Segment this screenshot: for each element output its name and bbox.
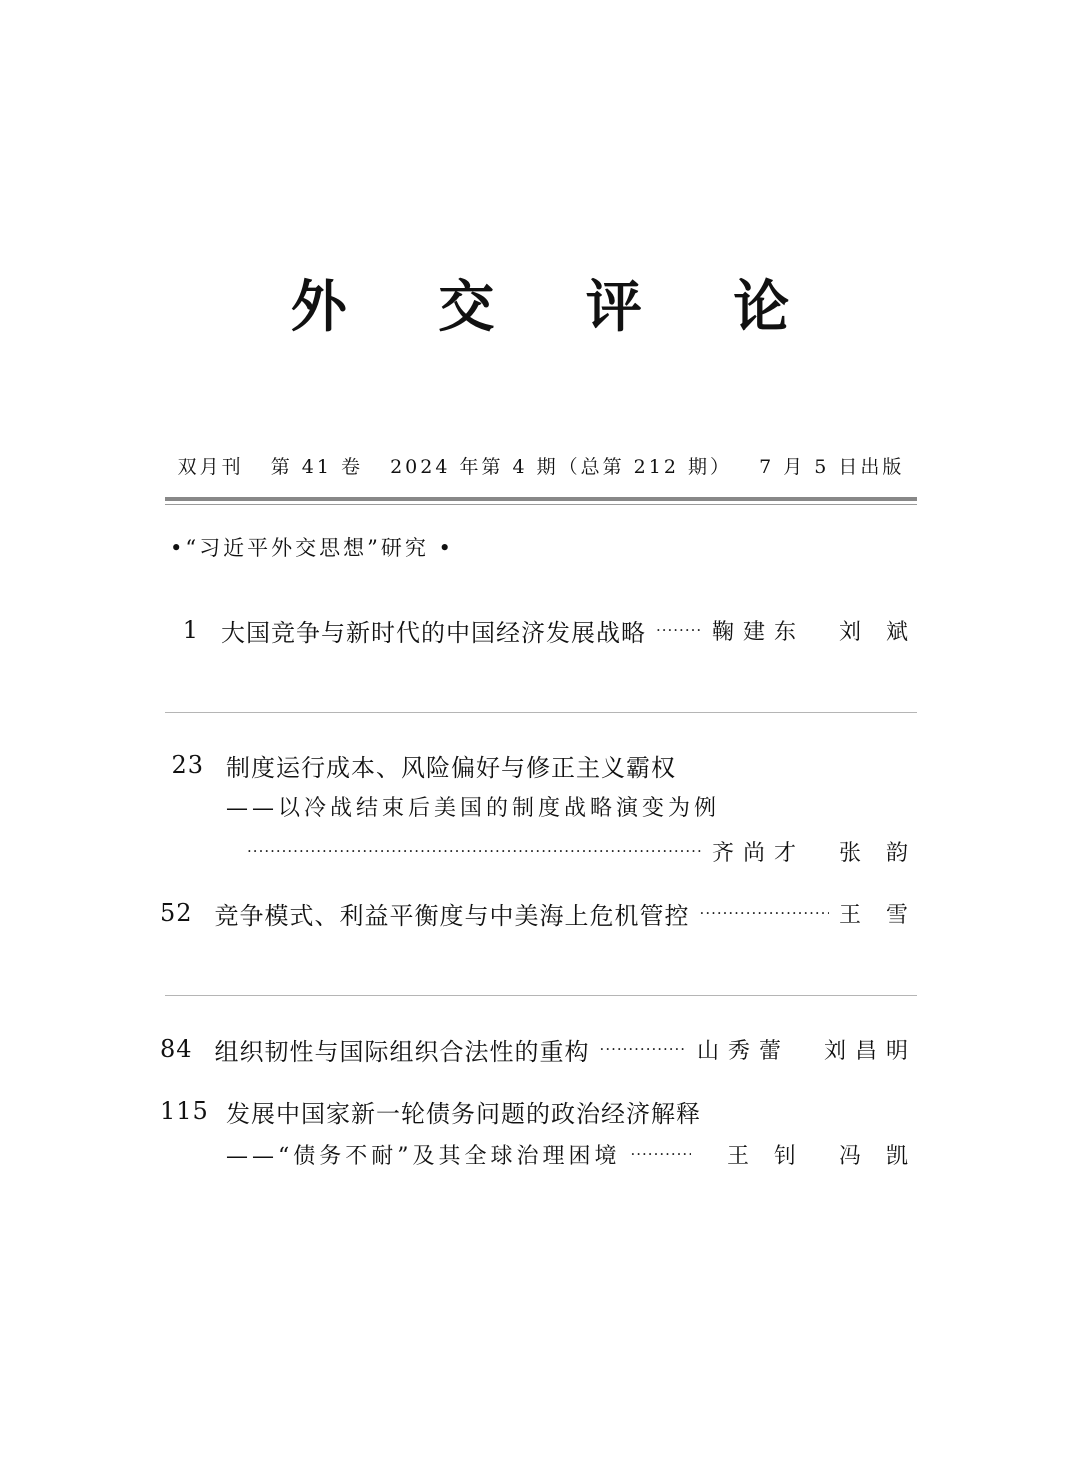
toc-entry[interactable] — [160, 895, 917, 931]
section-divider — [165, 995, 917, 996]
header-rule-thick — [165, 497, 917, 501]
article-subtitle: ——以冷战结束后美国的制度战略演变为例 — [226, 795, 721, 821]
author-name: 刘昌明 — [823, 1038, 917, 1064]
toc-entry[interactable] — [160, 612, 917, 648]
toc-subtitle-row — [160, 1136, 917, 1172]
leader-dots — [600, 1031, 687, 1067]
page-number: 84 — [160, 1035, 193, 1063]
author-name: 王 钊 — [727, 1143, 805, 1169]
page-number: 1 — [182, 616, 199, 644]
author-name: 冯 凯 — [839, 1143, 917, 1169]
leader-dots — [631, 1136, 691, 1172]
article-title: 发展中国家新一轮债务问题的政治经济解释 — [226, 1099, 701, 1128]
page-number: 52 — [160, 899, 193, 927]
header-rule-thin — [165, 504, 917, 505]
author-name: 齐尚才 — [711, 840, 805, 866]
article-subtitle: ——“债务不耐”及其全球治理困境 — [226, 1143, 621, 1169]
article-title: 制度运行成本、风险偏好与修正主义霸权 — [226, 753, 676, 782]
author-name: 王 雪 — [839, 902, 917, 928]
article-title: 组织韧性与国际组织合法性的重构 — [214, 1037, 590, 1066]
leader-dots — [247, 833, 702, 869]
author-list — [839, 898, 917, 929]
toc-entry[interactable] — [160, 1093, 917, 1129]
author-name: 山秀蕾 — [696, 1038, 790, 1064]
author-list — [727, 1139, 917, 1170]
leader-dots — [700, 895, 829, 931]
journal-title: 外 交 评 论 — [290, 274, 826, 340]
toc-entry[interactable] — [160, 1031, 917, 1067]
page-number: 23 — [171, 751, 204, 779]
article-title: 大国竞争与新时代的中国经济发展战略 — [220, 618, 646, 647]
toc-entry[interactable] — [160, 747, 917, 783]
author-name: 刘 斌 — [839, 619, 917, 645]
toc-author-row — [160, 833, 917, 869]
leader-dots — [656, 612, 702, 648]
author-list — [712, 836, 917, 867]
section-heading: •“习近平外交思想”研究 • — [170, 536, 454, 560]
issue-info: 双月刊 第 41 卷 2024 年第 4 期（总第 212 期） 7 月 5 日出版 — [177, 456, 905, 478]
author-list — [697, 1034, 917, 1065]
author-list — [712, 615, 917, 646]
toc-subtitle-row — [160, 788, 917, 824]
author-name: 鞠建东 — [711, 619, 805, 645]
article-title: 竞争模式、利益平衡度与中美海上危机管控 — [214, 901, 690, 930]
author-name: 张 韵 — [839, 840, 917, 866]
page-number: 115 — [160, 1097, 209, 1125]
section-divider — [165, 712, 917, 713]
